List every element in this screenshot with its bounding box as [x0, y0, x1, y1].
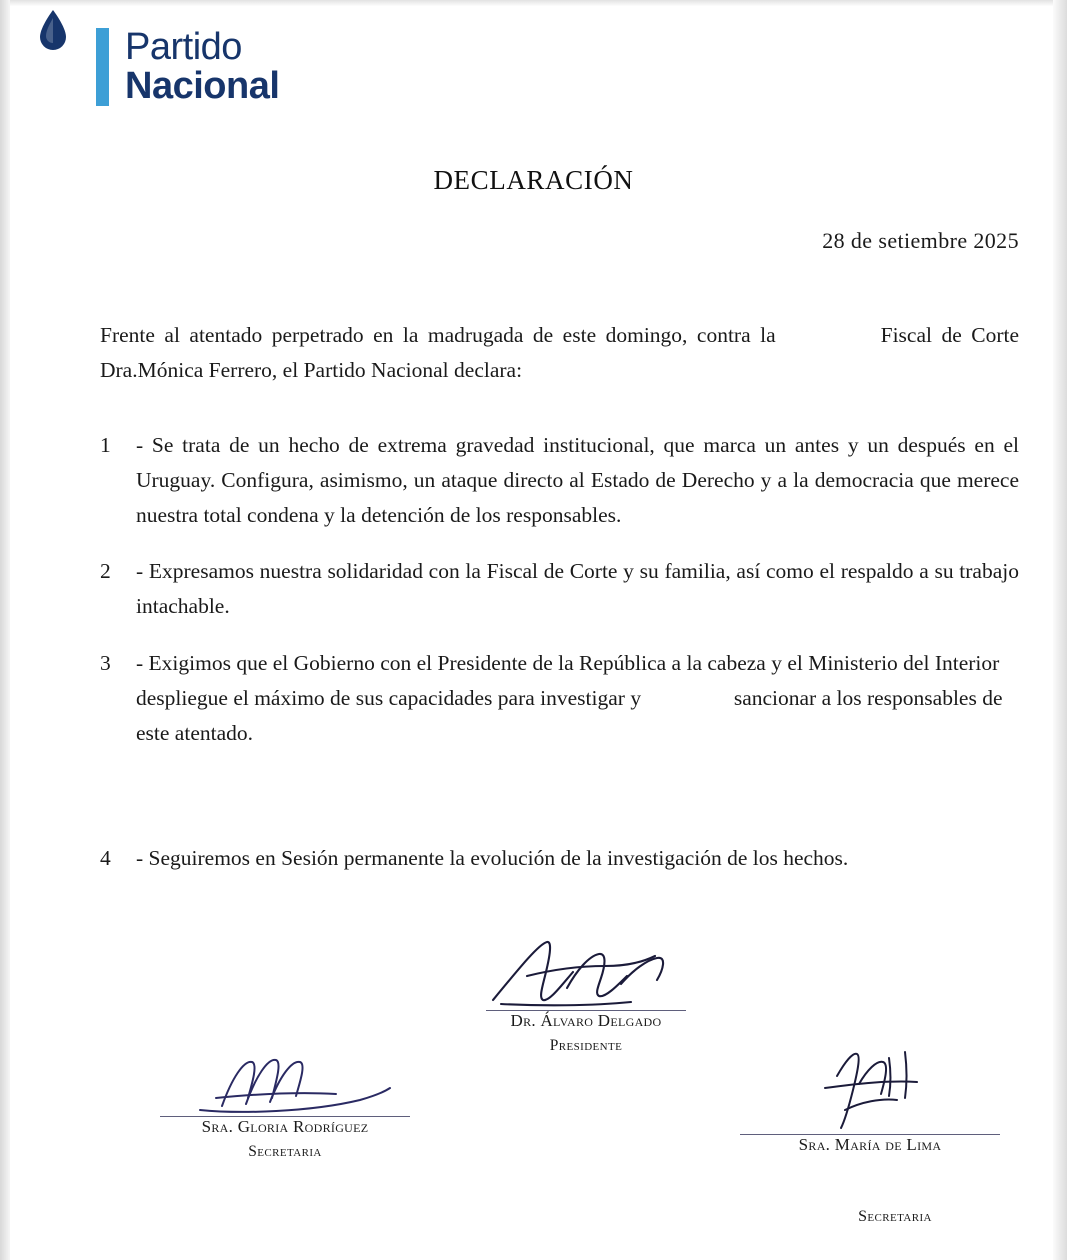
item-text: - Expresamos nuestra solidaridad con la Fiscal de Corte y su familia, así como el respaldo a su trabajo intachable. — [136, 559, 1019, 619]
handwritten-signature — [160, 1048, 410, 1114]
page-title: DECLARACIÓN — [433, 165, 634, 195]
signatory-name: Dr. Álvaro Delgado — [510, 1011, 662, 1030]
signature-block-secretary-right — [740, 1040, 1000, 1225]
item-text — [136, 646, 1019, 750]
list-item — [100, 646, 1019, 750]
declaration-items — [100, 428, 1019, 897]
item-number: 2 — [100, 559, 111, 584]
document-date: 28 de setiembre 2025 — [822, 228, 1019, 253]
logo-line-2: Nacional — [125, 65, 280, 107]
handwritten-signature — [785, 1040, 955, 1132]
signatory-role: Secretaria — [858, 1208, 932, 1225]
logo-accent-bar — [96, 28, 109, 106]
intro-text-part-1: Frente al atentado perpetrado en la madrugada de este domingo, contra la — [100, 323, 776, 347]
signature-rule — [740, 1134, 1000, 1135]
signature-rule — [160, 1116, 410, 1117]
letterhead — [36, 6, 279, 106]
item-text: - Seguiremos en Sesión permanente la evolución de la investigación de los hechos. — [136, 845, 849, 870]
item-number: 4 — [100, 845, 111, 870]
list-item — [100, 841, 1019, 876]
item-number: 1 — [100, 433, 111, 457]
item-text-part-2: sancionar a los responsables de este atentado. — [136, 685, 1003, 745]
item-text-part-1: - Exigimos que el Gobierno con el Presidente de la República a la cabeza y el Ministerio del Interior despliegue el máximo de sus capacidades para investigar y — [136, 651, 1000, 710]
signature-rule — [486, 1010, 686, 1011]
logo-line-1: Partido — [125, 26, 242, 69]
list-item — [100, 428, 1019, 532]
party-logo — [96, 28, 279, 106]
signature-block-secretary-left — [140, 1048, 430, 1161]
item-number: 3 — [100, 651, 111, 676]
signatory-name: Sra. María de Lima — [798, 1135, 942, 1154]
signatory-name: Sra. Gloria Rodríguez — [201, 1117, 369, 1136]
signatory-role: Secretaria — [248, 1143, 322, 1160]
water-drop-icon — [36, 8, 70, 56]
intro-paragraph — [100, 318, 1019, 388]
signatory-role: Presidente — [549, 1037, 623, 1054]
item-text: - Se trata de un hecho de extrema gravedad institucional, que marca un antes y un después en el Uruguay. Configura, asimismo, un ataque directo al Estado de Derecho y a la democracia que merece nuestra total condena y la detención de los responsables. — [136, 433, 1019, 527]
handwritten-signature — [481, 936, 691, 1008]
intro-text-part-2: Fiscal de Corte Dra.Mónica Ferrero, el Partido Nacional declara: — [100, 323, 1020, 382]
signature-block-president — [456, 936, 716, 1055]
list-item — [100, 554, 1019, 624]
